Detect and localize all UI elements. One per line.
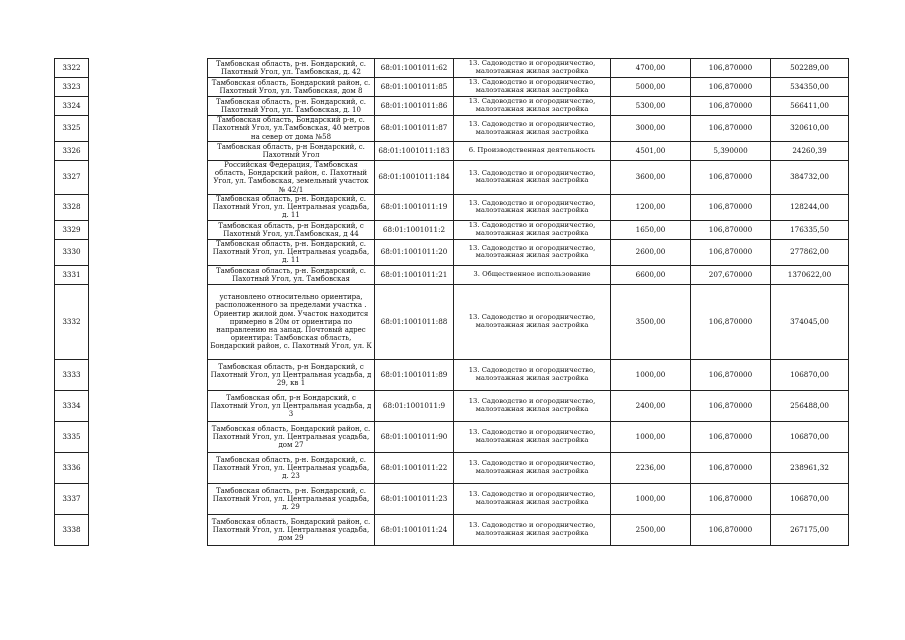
- permitted-use-cell: 13. Садоводство и огородничество, малоэтажная жилая застройка: [454, 483, 611, 514]
- row-number-cell: 3331: [55, 265, 89, 284]
- cadastral-number-cell: 68:01:1001011:24: [375, 514, 454, 545]
- row-number-cell: 3335: [55, 421, 89, 452]
- table-row: [55, 59, 849, 78]
- specific-value-cell: 106,870000: [691, 97, 771, 116]
- address-cell: Тамбовская область, Бондарский район, с. Пахотный Угол, ул. Центральная усадьба, дом 29: [208, 514, 375, 545]
- row-number-cell: 3338: [55, 514, 89, 545]
- cadastral-value-cell: 106870,00: [771, 483, 849, 514]
- specific-value-cell: 106,870000: [691, 59, 771, 78]
- cadastral-number-cell: 68:01:1001011:89: [375, 359, 454, 390]
- cadastral-value-cell: 128244,00: [771, 194, 849, 220]
- area-cell: 2600,00: [611, 239, 691, 265]
- empty-cell: [89, 220, 208, 239]
- cadastral-number-cell: 68:01:1001011:19: [375, 194, 454, 220]
- empty-cell: [89, 284, 208, 359]
- specific-value-cell: 106,870000: [691, 421, 771, 452]
- area-cell: 2236,00: [611, 452, 691, 483]
- table-row: [55, 220, 849, 239]
- area-cell: 4700,00: [611, 59, 691, 78]
- permitted-use-cell: 13. Садоводство и огородничество, малоэтажная жилая застройка: [454, 284, 611, 359]
- cadastral-value-cell: 256488,00: [771, 390, 849, 421]
- table-row: [55, 514, 849, 545]
- table-row: [55, 284, 849, 359]
- table-row: [55, 116, 849, 142]
- area-cell: 1000,00: [611, 421, 691, 452]
- permitted-use-cell: 6. Производственная деятельность: [454, 142, 611, 161]
- table-row: [55, 390, 849, 421]
- cadastral-number-cell: 68:01:1001011:184: [375, 161, 454, 195]
- area-cell: 3500,00: [611, 284, 691, 359]
- empty-cell: [89, 452, 208, 483]
- table-row: [55, 97, 849, 116]
- address-cell: установлено относительно ориентира, расположенного за пределами участка . Ориентир жилой дом. Участок находится примерно в 20м от ориентира по направлению на запад. Почтовый адрес ориентира: Тамбовская область, Бондарский район, с. Пахотный Угол, ул. К: [208, 284, 375, 359]
- area-cell: 5000,00: [611, 78, 691, 97]
- row-number-cell: 3332: [55, 284, 89, 359]
- table-row: [55, 194, 849, 220]
- row-number-cell: 3333: [55, 359, 89, 390]
- area-cell: 1000,00: [611, 359, 691, 390]
- cadastral-number-cell: 68:01:1001011:87: [375, 116, 454, 142]
- specific-value-cell: 106,870000: [691, 284, 771, 359]
- area-cell: 3000,00: [611, 116, 691, 142]
- row-number-cell: 3334: [55, 390, 89, 421]
- empty-cell: [89, 142, 208, 161]
- table-row: [55, 452, 849, 483]
- permitted-use-cell: 13. Садоводство и огородничество, малоэтажная жилая застройка: [454, 59, 611, 78]
- cadastral-value-cell: 24260,39: [771, 142, 849, 161]
- empty-cell: [89, 239, 208, 265]
- specific-value-cell: 106,870000: [691, 239, 771, 265]
- cadastral-number-cell: 68:01:1001011:183: [375, 142, 454, 161]
- cadastral-value-cell: 534350,00: [771, 78, 849, 97]
- cadastral-number-cell: 68:01:1001011:20: [375, 239, 454, 265]
- specific-value-cell: 106,870000: [691, 452, 771, 483]
- address-cell: Тамбовская область, р-н. Бондарский, с. Пахотный Угол, ул. Центральная усадьба, д. 11: [208, 194, 375, 220]
- address-cell: Тамбовская область, р-н. Бондарский, с. Пахотный Угол, ул. Центральная усадьба, д. 11: [208, 239, 375, 265]
- row-number-cell: 3327: [55, 161, 89, 195]
- empty-cell: [89, 194, 208, 220]
- empty-cell: [89, 390, 208, 421]
- cadastral-value-cell: 267175,00: [771, 514, 849, 545]
- row-number-cell: 3324: [55, 97, 89, 116]
- row-number-cell: 3336: [55, 452, 89, 483]
- row-number-cell: 3330: [55, 239, 89, 265]
- address-cell: Российская Федерация, Тамбовская область, Бондарский район, с. Пахотный Угол, ул. Тамбовская, земельный участок № 42/1: [208, 161, 375, 195]
- specific-value-cell: 106,870000: [691, 220, 771, 239]
- address-cell: Тамбовская область, р-н. Бондарский, с. Пахотный Угол, ул. Центральная усадьба, д. 29: [208, 483, 375, 514]
- cadastral-number-cell: 68:01:1001011:21: [375, 265, 454, 284]
- permitted-use-cell: 13. Садоводство и огородничество, малоэтажная жилая застройка: [454, 514, 611, 545]
- cadastral-value-cell: 106870,00: [771, 421, 849, 452]
- address-cell: Тамбовская область, р-н Бондарский, с Пахотный Угол, ул Центральная усадьба, д 29, кв 1: [208, 359, 375, 390]
- cadastral-value-cell: 566411,00: [771, 97, 849, 116]
- cadastral-value-cell: 106870,00: [771, 359, 849, 390]
- specific-value-cell: 106,870000: [691, 483, 771, 514]
- empty-cell: [89, 514, 208, 545]
- specific-value-cell: 106,870000: [691, 116, 771, 142]
- table-row: [55, 421, 849, 452]
- address-cell: Тамбовская область, р-н. Бондарский, с. Пахотный Угол, ул. Центральная усадьба, д. 23: [208, 452, 375, 483]
- empty-cell: [89, 78, 208, 97]
- address-cell: Тамбовская область, р-н Бондарский, с. Пахотный Угол: [208, 142, 375, 161]
- cadastral-number-cell: 68:01:1001011:9: [375, 390, 454, 421]
- cadastral-number-cell: 68:01:1001011:62: [375, 59, 454, 78]
- row-number-cell: 3323: [55, 78, 89, 97]
- row-number-cell: 3322: [55, 59, 89, 78]
- area-cell: 4501,00: [611, 142, 691, 161]
- empty-cell: [89, 97, 208, 116]
- specific-value-cell: 5,390000: [691, 142, 771, 161]
- cadastral-value-cell: 277862,00: [771, 239, 849, 265]
- area-cell: 6600,00: [611, 265, 691, 284]
- row-number-cell: 3326: [55, 142, 89, 161]
- permitted-use-cell: 13. Садоводство и огородничество, малоэтажная жилая застройка: [454, 161, 611, 195]
- permitted-use-cell: 13. Садоводство и огородничество, малоэтажная жилая застройка: [454, 78, 611, 97]
- permitted-use-cell: 13. Садоводство и огородничество, малоэтажная жилая застройка: [454, 220, 611, 239]
- area-cell: 1000,00: [611, 483, 691, 514]
- address-cell: Тамбовская область, Бондарский р-н, с. Пахотный Угол, ул.Тамбовская, 40 метров на север от дома №58: [208, 116, 375, 142]
- cadastral-value-cell: 176335,50: [771, 220, 849, 239]
- empty-cell: [89, 483, 208, 514]
- row-number-cell: 3329: [55, 220, 89, 239]
- row-number-cell: 3337: [55, 483, 89, 514]
- specific-value-cell: 106,870000: [691, 78, 771, 97]
- empty-cell: [89, 59, 208, 78]
- permitted-use-cell: 3. Общественное использование: [454, 265, 611, 284]
- empty-cell: [89, 161, 208, 195]
- area-cell: 1650,00: [611, 220, 691, 239]
- permitted-use-cell: 13. Садоводство и огородничество, малоэтажная жилая застройка: [454, 239, 611, 265]
- area-cell: 1200,00: [611, 194, 691, 220]
- cadastral-number-cell: 68:01:1001011:22: [375, 452, 454, 483]
- specific-value-cell: 106,870000: [691, 390, 771, 421]
- cadastral-number-cell: 68:01:1001011:85: [375, 78, 454, 97]
- cadastral-value-cell: 238961,32: [771, 452, 849, 483]
- empty-cell: [89, 265, 208, 284]
- address-cell: Тамбовская область, Бондарский район, с. Пахотный Угол, ул. Центральная усадьба, дом 27: [208, 421, 375, 452]
- permitted-use-cell: 13. Садоводство и огородничество, малоэтажная жилая застройка: [454, 359, 611, 390]
- permitted-use-cell: 13. Садоводство и огородничество, малоэтажная жилая застройка: [454, 390, 611, 421]
- specific-value-cell: 106,870000: [691, 161, 771, 195]
- cadastral-number-cell: 68:01:1001011:88: [375, 284, 454, 359]
- area-cell: 3600,00: [611, 161, 691, 195]
- table-row: [55, 239, 849, 265]
- permitted-use-cell: 13. Садоводство и огородничество, малоэтажная жилая застройка: [454, 421, 611, 452]
- cadastral-number-cell: 68:01:1001011:90: [375, 421, 454, 452]
- land-plot-register-table: [54, 58, 849, 546]
- cadastral-value-cell: 1370622,00: [771, 265, 849, 284]
- address-cell: Тамбовская область, р-н. Бондарский, с. Пахотный Угол, ул. Тамбовская, д. 42: [208, 59, 375, 78]
- table-row: [55, 483, 849, 514]
- cadastral-value-cell: 384732,00: [771, 161, 849, 195]
- permitted-use-cell: 13. Садоводство и огородничество, малоэтажная жилая застройка: [454, 116, 611, 142]
- cadastral-number-cell: 68:01:1001011:23: [375, 483, 454, 514]
- specific-value-cell: 106,870000: [691, 514, 771, 545]
- table-row: [55, 161, 849, 195]
- specific-value-cell: 207,670000: [691, 265, 771, 284]
- area-cell: 2400,00: [611, 390, 691, 421]
- cadastral-value-cell: 502289,00: [771, 59, 849, 78]
- table-row: [55, 265, 849, 284]
- cadastral-value-cell: 320610,00: [771, 116, 849, 142]
- cadastral-value-cell: 374045,00: [771, 284, 849, 359]
- area-cell: 5300,00: [611, 97, 691, 116]
- address-cell: Тамбовская область, р-н. Бондарский, с. Пахотный Угол, ул. Тамбовская, д. 10: [208, 97, 375, 116]
- permitted-use-cell: 13. Садоводство и огородничество, малоэтажная жилая застройка: [454, 452, 611, 483]
- table-row: [55, 142, 849, 161]
- cadastral-number-cell: 68:01:1001011:86: [375, 97, 454, 116]
- permitted-use-cell: 13. Садоводство и огородничество, малоэтажная жилая застройка: [454, 97, 611, 116]
- table-body: [55, 59, 849, 546]
- row-number-cell: 3325: [55, 116, 89, 142]
- address-cell: Тамбовская область, р-н. Бондарский, с. Пахотный Угол, ул. Тамбовская: [208, 265, 375, 284]
- address-cell: Тамбовская область, Бондарский район, с. Пахотный Угол, ул. Тамбовская, дом 8: [208, 78, 375, 97]
- specific-value-cell: 106,870000: [691, 194, 771, 220]
- permitted-use-cell: 13. Садоводство и огородничество, малоэтажная жилая застройка: [454, 194, 611, 220]
- table-row: [55, 78, 849, 97]
- row-number-cell: 3328: [55, 194, 89, 220]
- cadastral-number-cell: 68:01:1001011:2: [375, 220, 454, 239]
- empty-cell: [89, 421, 208, 452]
- table-row: [55, 359, 849, 390]
- empty-cell: [89, 359, 208, 390]
- empty-cell: [89, 116, 208, 142]
- address-cell: Тамбовская область, р-н Бондарский, с Пахотный Угол, ул.Тамбовская, д 44: [208, 220, 375, 239]
- area-cell: 2500,00: [611, 514, 691, 545]
- specific-value-cell: 106,870000: [691, 359, 771, 390]
- address-cell: Тамбовская обл, р-н Бондарский, с Пахотный Угол, ул Центральная усадьба, д 3: [208, 390, 375, 421]
